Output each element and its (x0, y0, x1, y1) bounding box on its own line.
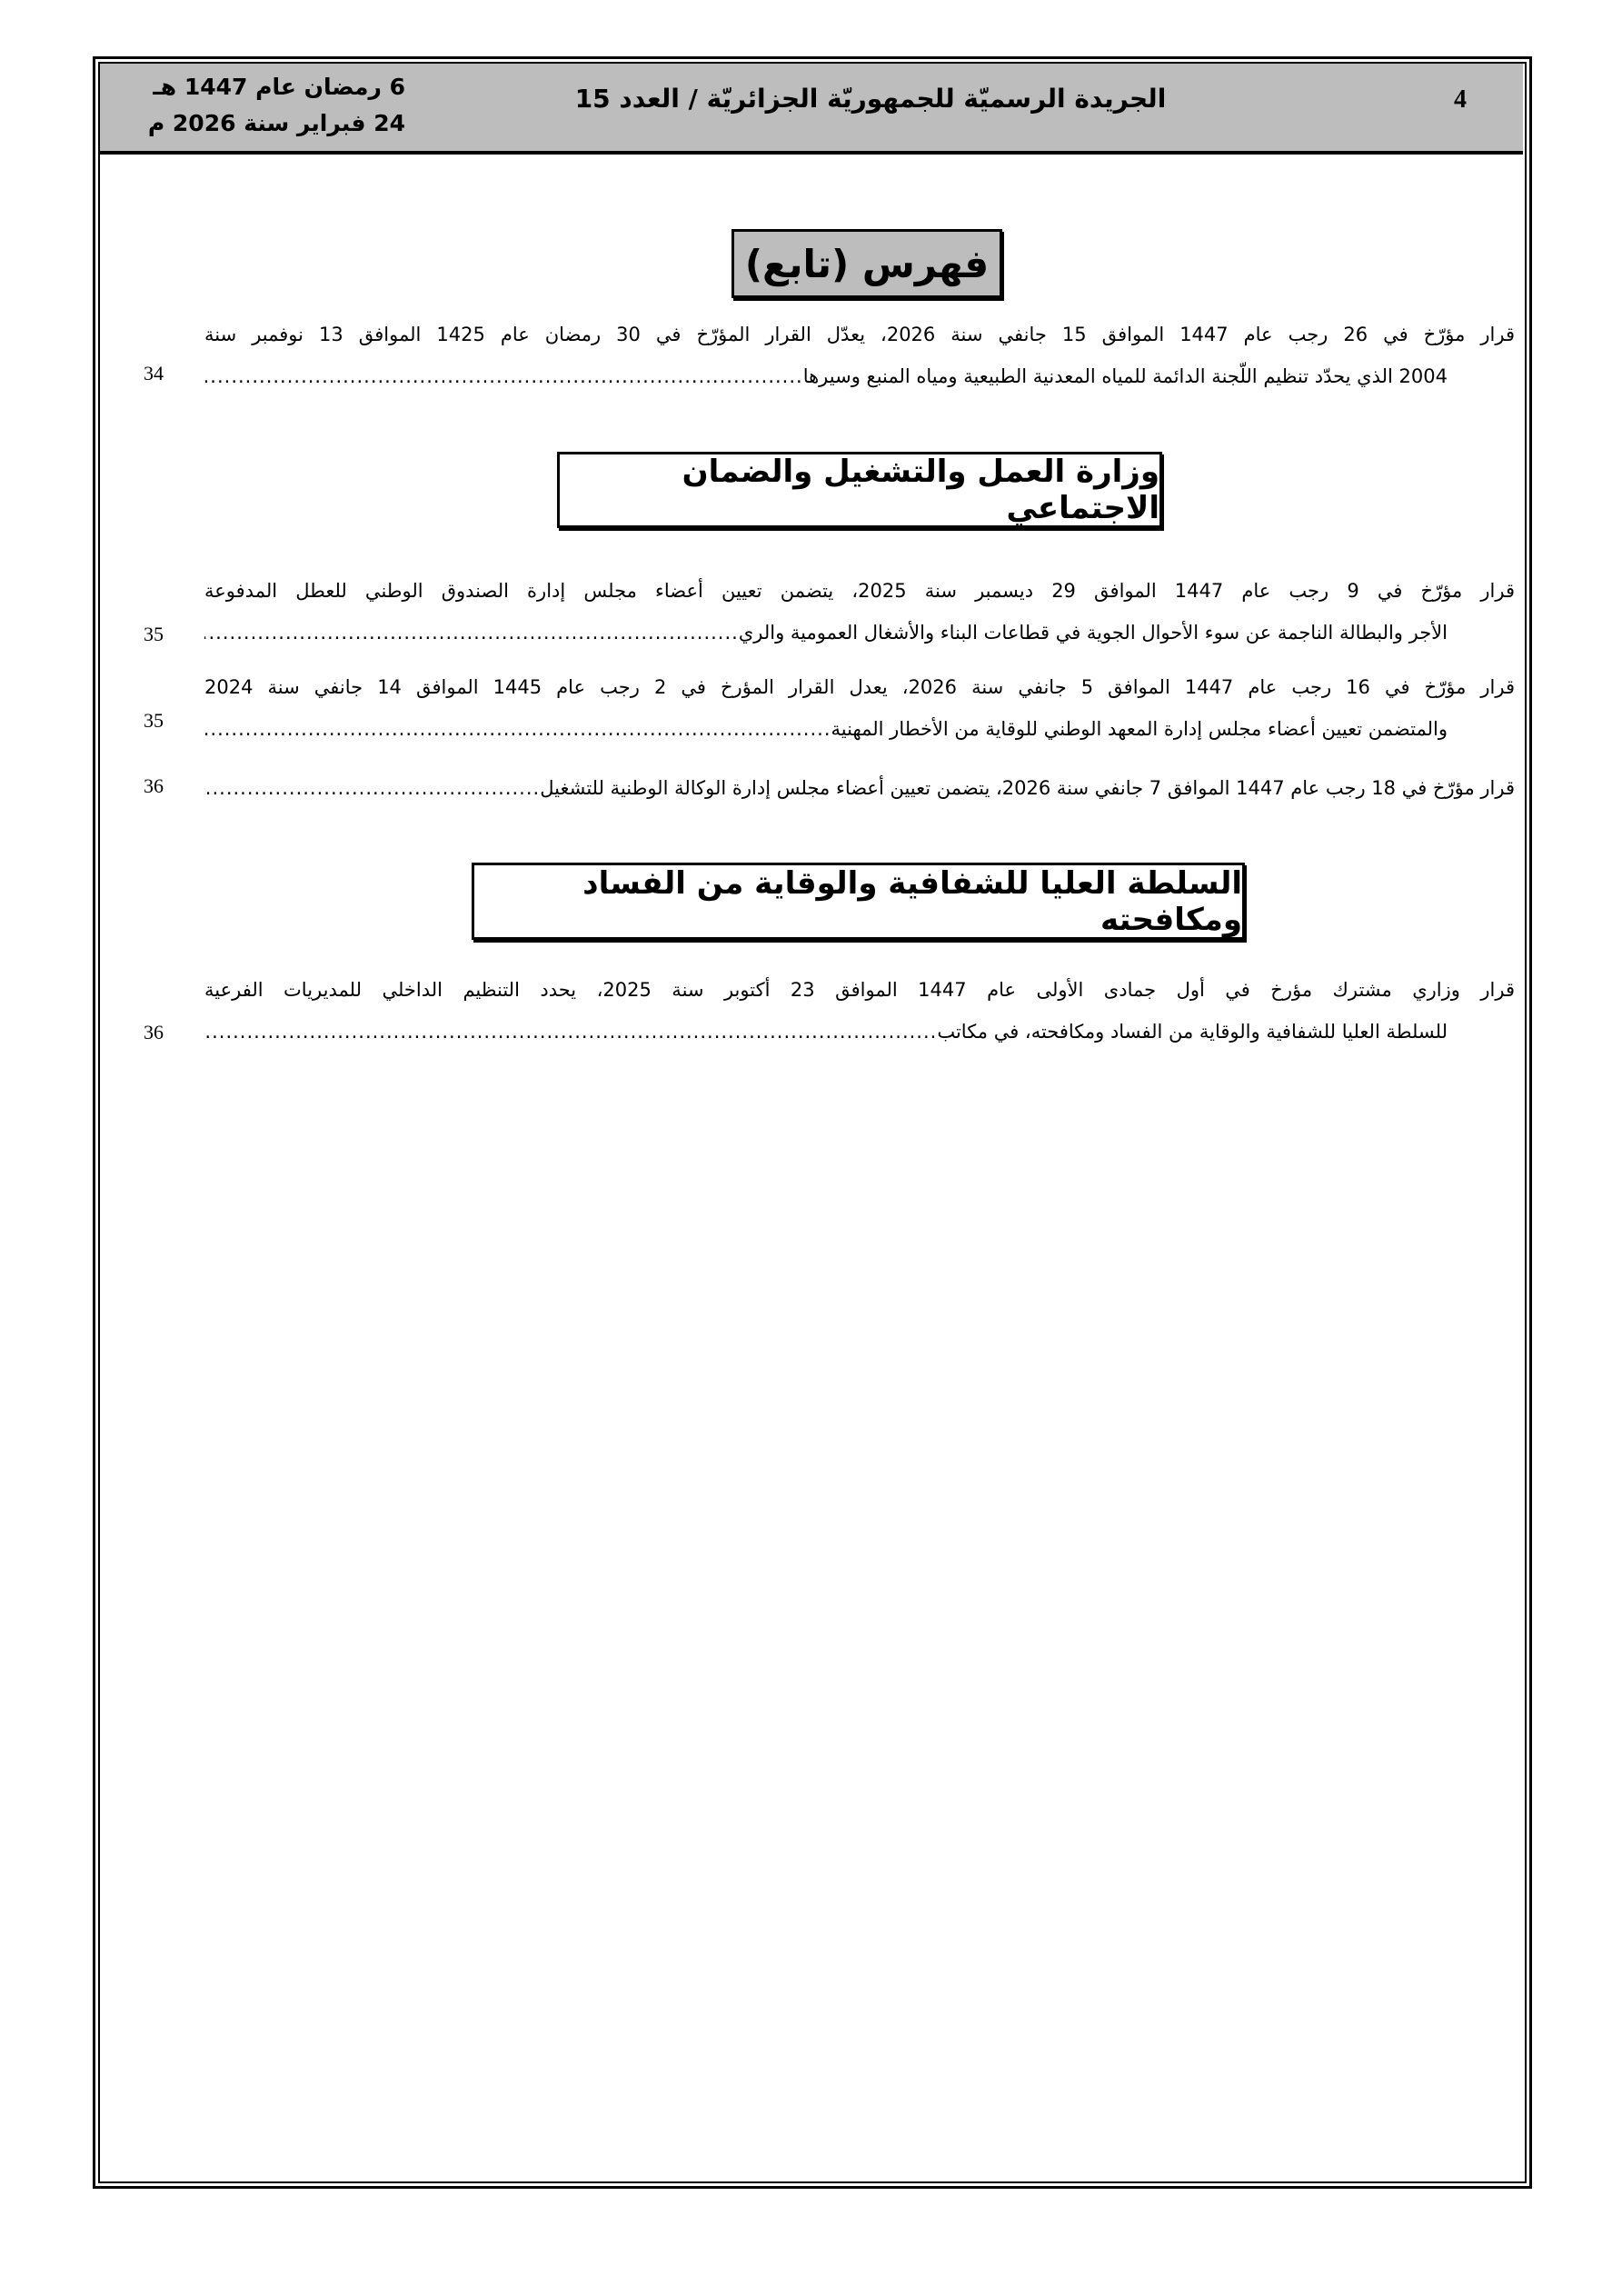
entry-line-1: قرار مؤرّخ في 9 رجب عام 1447 الموافق 29 ديسمبر سنة 2025، يتضمن تعيين أعضاء مجلس إدارة الصندوق الوطني للعطل المدفوعة (204, 580, 1515, 602)
gregorian-date: 24 فبراير سنة 2026 م (147, 110, 405, 136)
hijri-date: 6 رمضان عام 1447 هـ (153, 74, 405, 100)
entry-page-number: 35 (144, 709, 164, 732)
dot-leader (204, 1011, 937, 1053)
dot-leader (204, 708, 831, 750)
index-title: فهرس (تابع) (744, 241, 990, 286)
entry-line-2: والمتضمن تعيين أعضاء مجلس إدارة المعهد الوطني للوقاية من الأخطار المهنية (831, 718, 1448, 740)
index-entry[interactable] (204, 666, 1515, 750)
section-title: السلطة العليا للشفافية والوقاية من الفساد ومكافحته (582, 864, 1242, 938)
section-title-box (557, 452, 1162, 528)
entry-line-1: قرار مؤرّخ في 16 رجب عام 1447 الموافق 5 جانفي سنة 2026، يعدل القرار المؤرخ في 2 رجب عام 1445 الموافق 14 جانفي سنة 2024 (204, 676, 1515, 698)
entry-line-1: قرار وزاري مشترك مؤرخ في أول جمادى الأولى عام 1447 الموافق 23 أكتوبر سنة 2025، يحدد التنظيم الداخلي للمديريات الفرعية (204, 979, 1515, 1001)
entry-page-number: 36 (144, 774, 164, 797)
gazette-title: الجريدة الرسميّة للجمهوريّة الجزائريّة / العدد 15 (574, 84, 1167, 114)
issue-date (133, 69, 405, 142)
entry-page-number: 34 (144, 362, 164, 384)
section-title-box (472, 863, 1245, 940)
page-number: 4 (1454, 85, 1467, 114)
entry-line-2: الأجر والبطالة الناجمة عن سوء الأحوال الجوية في قطاعات البناء والأشغال العمومية والري (738, 622, 1448, 644)
section-title: وزارة العمل والتشغيل والضمان الاجتماعي (682, 454, 1159, 526)
index-entry[interactable] (204, 969, 1515, 1053)
dot-leader (204, 612, 739, 654)
index-entry[interactable] (204, 314, 1515, 397)
entry-page-number: 35 (144, 623, 164, 645)
entry-page-number: 36 (144, 1021, 164, 1043)
entry-line-2: للسلطة العليا للشفافية والوقاية من الفساد ومكافحته، في مكاتب (937, 1021, 1448, 1043)
entry-line-1: قرار مؤرّخ في 26 رجب عام 1447 الموافق 15 جانفي سنة 2026، يعدّل القرار المؤرّخ في 30 رمضان عام 1425 الموافق 13 نوفمبر سنة (204, 324, 1515, 345)
gazette-header (100, 64, 1523, 155)
dot-leader (204, 355, 803, 397)
entry-line: قرار مؤرّخ في 18 رجب عام 1447 الموافق 7 جانفي سنة 2026، يتضمن تعيين أعضاء مجلس إدارة الوكالة الوطنية للتشغيل (540, 777, 1515, 799)
index-title-box (731, 229, 1002, 298)
index-entry[interactable] (204, 570, 1515, 654)
entry-line-2: 2004 الذي يحدّد تنظيم اللّجنة الدائمة للمياه المعدنية الطبيعية ومياه المنبع وسيرها (802, 365, 1448, 387)
index-entry[interactable] (204, 767, 1515, 809)
dot-leader (204, 767, 540, 809)
